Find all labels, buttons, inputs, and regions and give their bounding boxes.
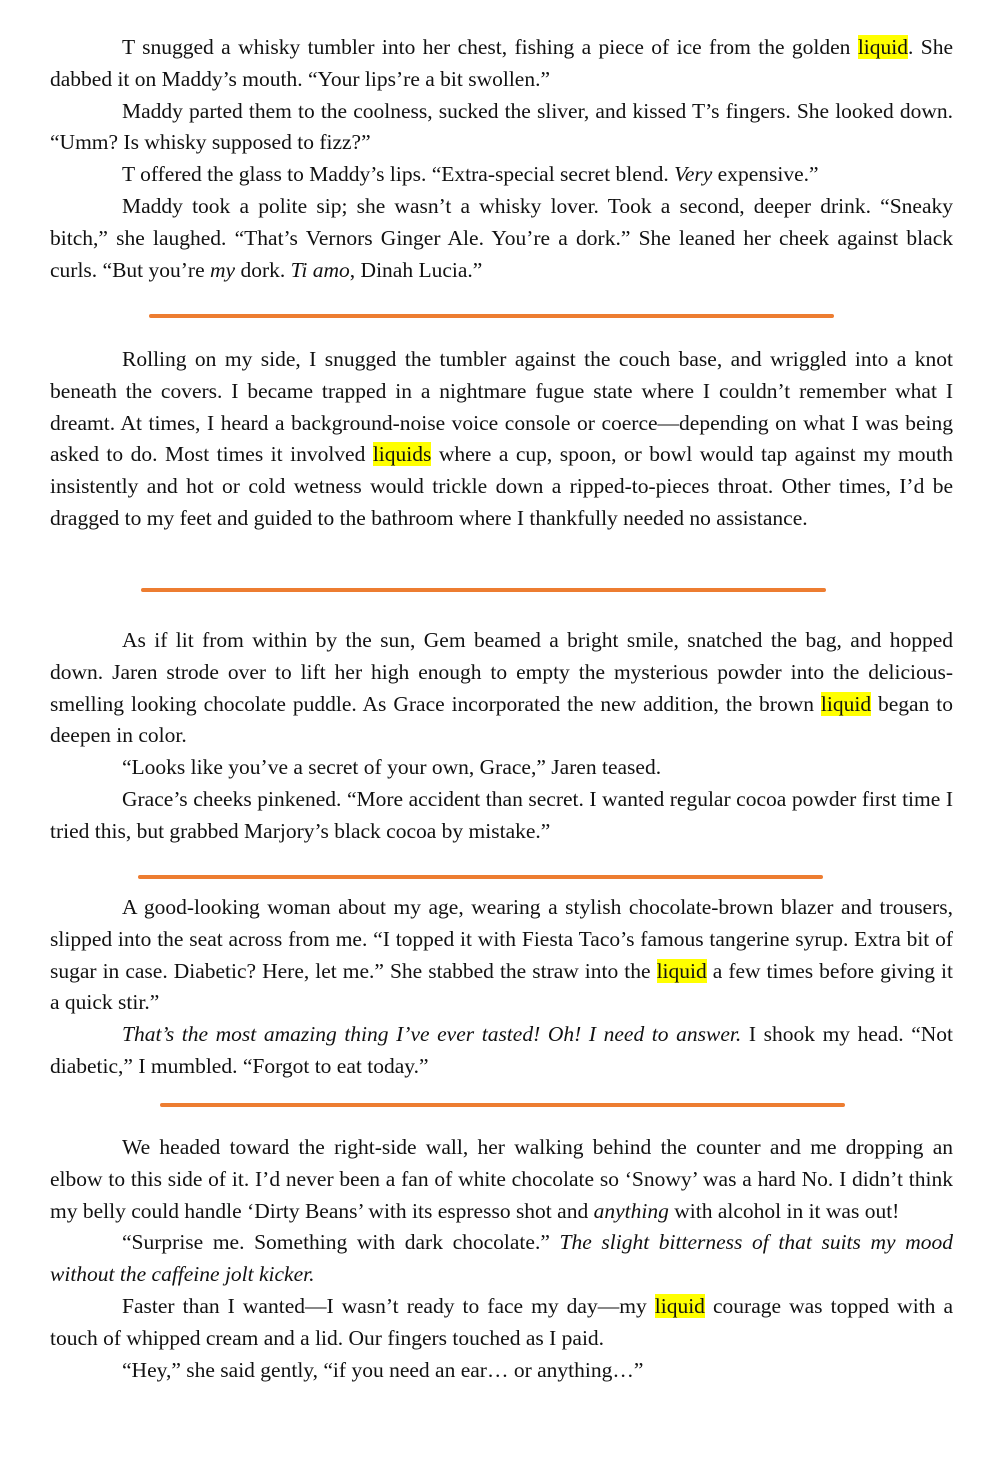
text-run: T snugged a whisky tumbler into her chest, fishing a piece of ice from the golden: [122, 35, 858, 59]
paragraph: [50, 1291, 953, 1355]
italic-text: my: [210, 257, 236, 282]
text-run: Grace’s cheeks pinkened. “More accident than secret. I wanted regular cocoa powder first time I tried this, but grabbed Marjory’s black cocoa by mistake.”: [50, 786, 953, 843]
text-run: “Looks like you’ve a secret of your own, Grace,” Jaren teased.: [122, 755, 662, 780]
paragraph: [50, 159, 953, 191]
italic-text: Very: [674, 162, 713, 187]
paragraph: [50, 892, 953, 1019]
text-run: “Hey,” she said gently, “if you need an ear… or anything…”: [122, 1357, 644, 1382]
paragraph: [50, 625, 953, 752]
paragraph: [50, 1355, 953, 1387]
excerpt-4: [50, 892, 953, 1083]
paragraph: [50, 1227, 953, 1291]
paragraph: [50, 752, 953, 784]
highlighted-word: liquid: [654, 1293, 705, 1318]
text-run: where a cup, spoon, or bowl would tap against my mouth insistently and hot or cold wetness would trickle down a ripped-to-pieces throat. Other times, I’d be dragged to my feet and guided to the bathroom where I thankfully needed no assistance.: [50, 442, 953, 530]
text-run: Maddy parted them to the coolness, sucked the sliver, and kissed T’s fingers. She looked down. “Umm? Is whisky supposed to fizz?”: [50, 98, 953, 155]
text-run: with alcohol in it was out!: [668, 1198, 900, 1223]
text-run: “Surprise me. Something with dark chocolate.”: [122, 1230, 560, 1255]
paragraph: [50, 784, 953, 848]
section-divider: [138, 875, 823, 879]
paragraph: [50, 32, 953, 96]
section-divider: [141, 588, 826, 592]
text-run: Maddy took a polite sip; she wasn’t a whisky lover. Took a second, deeper drink. “Sneaky bitch,” she laughed. “That’s Vernors Ginger Ale. You’re a dork.” She leaned her cheek against black curls. “But you’re: [50, 193, 953, 282]
highlighted-word: liquid: [857, 35, 908, 59]
text-run: a few times before giving it a quick stir.”: [50, 958, 953, 1015]
highlighted-word: liquid: [656, 958, 707, 983]
text-run: We headed toward the right-side wall, her walking behind the counter and me dropping an elbow to this side of it. I’d never been a fan of white chocolate so ‘Snowy’ was a hard No. I didn’t think my belly could handle ‘Dirty Beans’ with its espresso shot and: [50, 1135, 953, 1223]
excerpt-2: [50, 344, 953, 535]
section-divider: [149, 314, 834, 318]
text-run: As if lit from within by the sun, Gem beamed a bright smile, snatched the bag, and hopped down. Jaren strode over to lift her high enough to empty the mysterious powder into the delicious-smelling looking chocolate puddle. As Grace incorporated the new addition, the brown: [50, 628, 953, 716]
paragraph: [50, 1019, 953, 1083]
section-divider: [160, 1103, 845, 1107]
text-run: A good-looking woman about my age, wearing a stylish chocolate-brown blazer and trousers, slipped into the seat across from me. “I topped it with Fiesta Taco’s famous tangerine syrup. Extra bit of sugar in case. Diabetic? Here, let me.” She stabbed the straw into the: [50, 895, 953, 983]
italic-text: Ti amo: [290, 257, 350, 282]
text-run: , Dinah Lucia.”: [349, 257, 483, 282]
italic-text: anything: [593, 1198, 669, 1223]
text-run: Rolling on my side, I snugged the tumbler against the couch base, and wriggled into a knot beneath the covers. I became trapped in a nightmare fugue state where I couldn’t remember what I dreamt. At times, I heard a background-noise voice console or coerce—depending on what I was being asked to do. Most times it involved: [50, 347, 953, 467]
paragraph: [50, 344, 953, 535]
excerpt-5: [50, 1132, 953, 1386]
paragraph: [50, 96, 953, 160]
text-run: expensive.”: [712, 162, 819, 187]
italic-text: The slight bitterness of that suits my mood without the caffeine jolt kicker.: [50, 1230, 953, 1287]
paragraph: [50, 191, 953, 286]
text-run: began to deepen in color.: [50, 691, 953, 748]
text-run: dork.: [235, 257, 291, 282]
paragraph: [50, 1132, 953, 1227]
highlighted-word: liquid: [820, 691, 872, 716]
text-run: . She dabbed it on Maddy’s mouth. “Your lips’re a bit swollen.”: [50, 35, 953, 91]
excerpt-1: [50, 32, 953, 286]
italic-text: That’s the most amazing thing I’ve ever tasted! Oh! I need to answer.: [122, 1022, 742, 1047]
text-run: T offered the glass to Maddy’s lips. “Extra-special secret blend.: [122, 162, 675, 187]
highlighted-word: liquids: [372, 442, 432, 467]
text-run: Faster than I wanted—I wasn’t ready to face my day—my: [122, 1293, 655, 1318]
text-run: I shook my head. “Not diabetic,” I mumbled. “Forgot to eat today.”: [50, 1022, 953, 1078]
text-run: courage was topped with a touch of whipped cream and a lid. Our fingers touched as I paid.: [50, 1293, 954, 1350]
excerpt-3: [50, 625, 953, 848]
